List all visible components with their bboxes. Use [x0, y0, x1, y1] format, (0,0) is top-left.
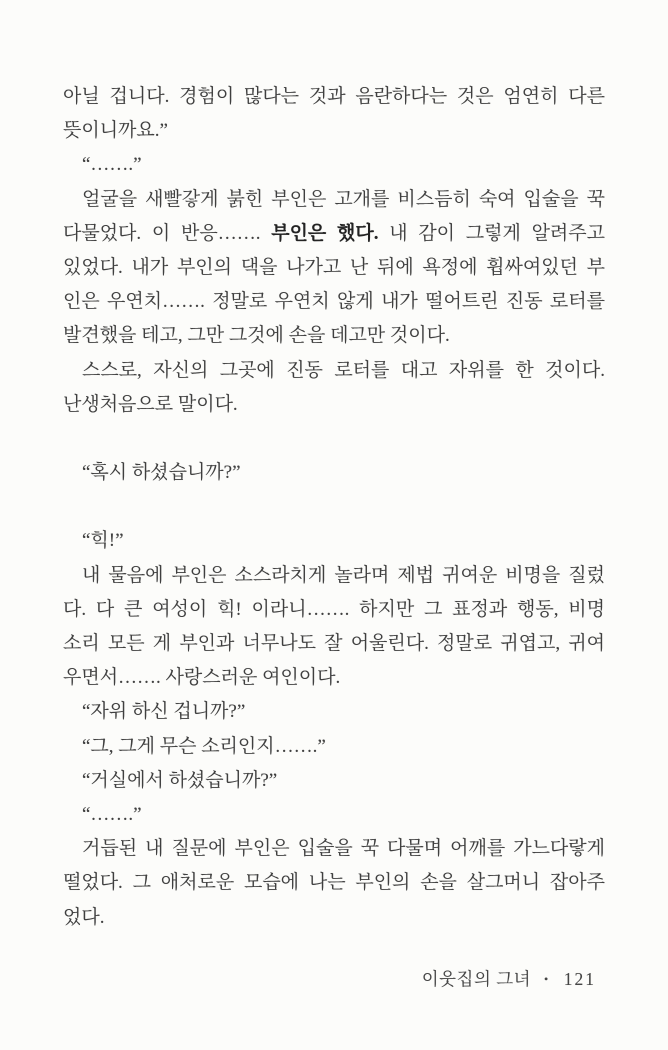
text-segment: 내 감이 그렇게 알려주고 [378, 222, 605, 244]
text-line: “자위 하신 겁니까?” [82, 701, 246, 723]
text-block [63, 80, 605, 935]
text-line: 었다. [63, 906, 105, 928]
text-line: 스스로, 자신의 그곳에 진동 로터를 대고 자위를 한 것이다. [82, 359, 605, 381]
text-line: 뜻이니까요.” [63, 120, 168, 142]
footer-page-number: 121 [563, 969, 596, 989]
text-line: 거듭된 내 질문에 부인은 입술을 꾹 다물며 어깨를 가느다랗게 [82, 838, 605, 860]
text-line: 아닐 겁니다. 경험이 많다는 것과 음란하다는 것은 엄연히 다른 [63, 86, 605, 107]
text-line: 난생처음으로 말이다. [63, 393, 238, 415]
text-line: “그, 그게 무슨 소리인지…….” [82, 735, 326, 757]
text-line [63, 217, 605, 251]
text-segment: 다물었다. 이 반응……. [63, 222, 272, 244]
text-line: 내 물음에 부인은 소스라치게 놀라며 제법 귀여운 비명을 질렀 [82, 564, 605, 586]
text-line: 우면서……. 사랑스러운 여인이다. [63, 667, 341, 689]
footer-separator-dot: • [544, 972, 549, 986]
page-footer [422, 966, 596, 991]
text-line: “…….” [82, 803, 142, 825]
text-line: 얼굴을 새빨갛게 붉힌 부인은 고개를 비스듬히 숙여 입술을 꾹 [82, 188, 605, 210]
text-line: 소리 모든 게 부인과 너무나도 잘 어울린다. 정말로 귀엽고, 귀여 [63, 633, 605, 654]
text-line: “…….” [82, 154, 142, 176]
text-line: “혹시 하셨습니까?” [82, 462, 241, 484]
footer-book-title: 이웃집의 그녀 [421, 969, 532, 989]
emphasized-text: 부인은 했다. [271, 222, 379, 244]
text-line: 있었다. 내가 부인의 댁을 나가고 난 뒤에 욕정에 휩싸여있던 부 [63, 256, 605, 278]
text-line: “거실에서 하셨습니까?” [82, 769, 278, 791]
text-line: 발견했을 테고, 그만 그것에 손을 데고만 것이다. [63, 325, 450, 347]
text-line: “힉!” [82, 530, 124, 552]
text-line: 다. 다 큰 여성이 힉! 이라니……. 하지만 그 표정과 행동, 비명 [63, 598, 605, 620]
text-line: 떨었다. 그 애처로운 모습에 나는 부인의 손을 살그머니 잡아주 [63, 872, 605, 894]
text-line: 인은 우연치……. 정말로 우연치 않게 내가 떨어트린 진동 로터를 [63, 291, 605, 313]
